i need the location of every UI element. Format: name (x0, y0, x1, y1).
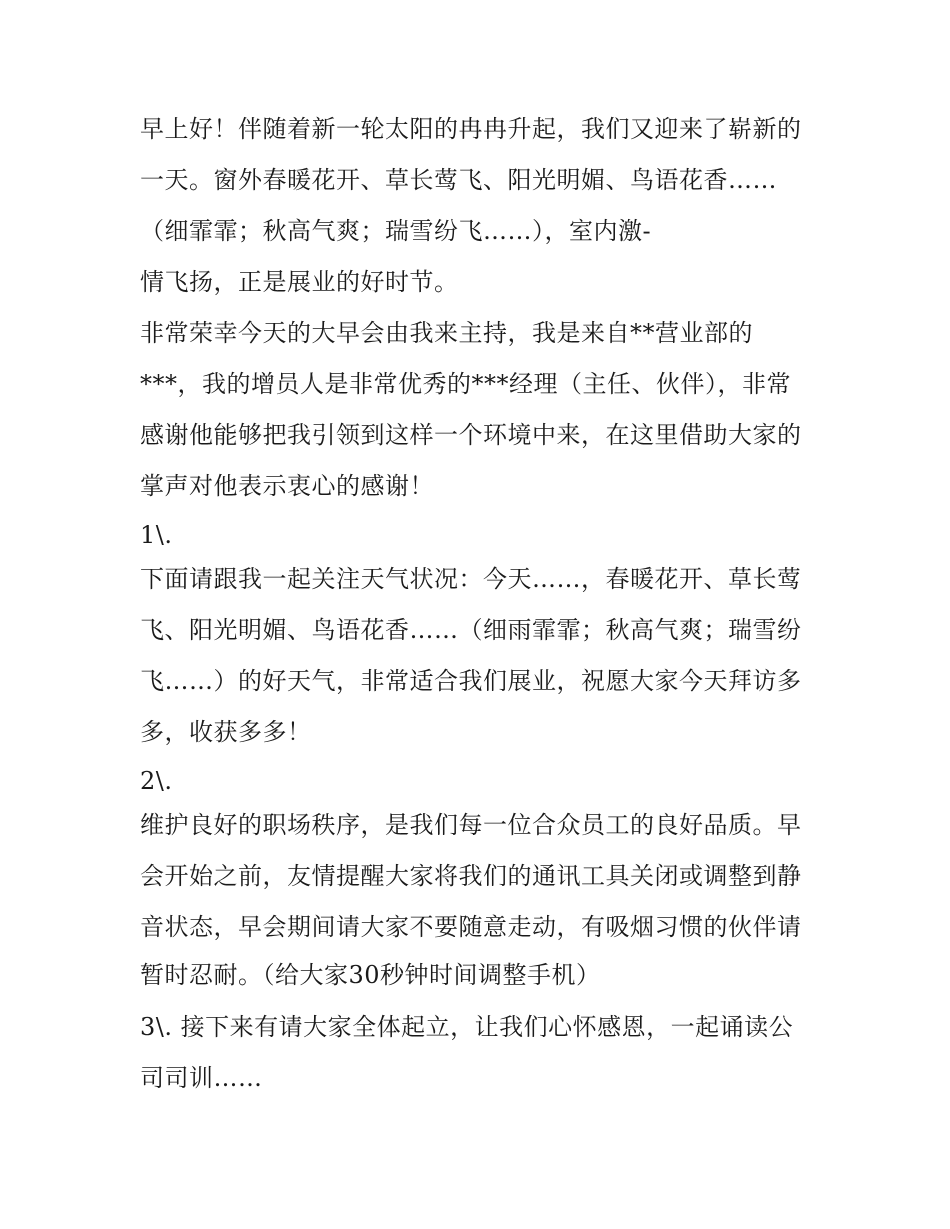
text-line: 1\. (140, 521, 173, 549)
text-line: 暂时忍耐。（给大家30秒钟时间调整手机） (140, 961, 601, 989)
text-line: 司司训…… (140, 1064, 263, 1092)
text-line: 飞……）的好天气，非常适合我们展业，祝愿大家今天拜访多 (140, 667, 802, 695)
text-line: 音状态，早会期间请大家不要随意走动，有吸烟习惯的伙伴请 (140, 913, 802, 941)
text-line: ***，我的增员人是非常优秀的***经理（主任、伙伴），非常 (140, 370, 791, 398)
text-line: 多，收获多多！ (140, 718, 312, 746)
text-line: 早上好！伴随着新一轮太阳的冉冉升起，我们又迎来了崭新的 (140, 115, 802, 143)
text-line: 3\. 接下来有请大家全体起立，让我们心怀感恩，一起诵读公 (140, 1013, 794, 1041)
text-line: 非常荣幸今天的大早会由我来主持，我是来自**营业部的 (140, 319, 753, 347)
text-line: 感谢他能够把我引领到这样一个环境中来，在这里借助大家的 (140, 421, 802, 449)
text-line: 情飞扬，正是展业的好时节。 (140, 268, 459, 296)
text-line: 维护良好的职场秩序，是我们每一位合众员工的良好品质。早 (140, 811, 802, 839)
text-line: 飞、阳光明媚、鸟语花香……（细雨霏霏；秋高气爽；瑞雪纷 (140, 616, 802, 644)
text-line: 会开始之前，友情提醒大家将我们的通讯工具关闭或调整到静 (140, 862, 802, 890)
text-line: 掌声对他表示衷心的感谢！ (140, 472, 434, 500)
text-line: 下面请跟我一起关注天气状况：今天……，春暖花开、草长莺 (140, 565, 802, 593)
text-line: 2\. (140, 767, 173, 795)
text-line: （细霏霏；秋高气爽；瑞雪纷飞……），室内激- (140, 217, 652, 245)
text-line: 一天。窗外春暖花开、草长莺飞、阳光明媚、鸟语花香…… (140, 166, 777, 194)
